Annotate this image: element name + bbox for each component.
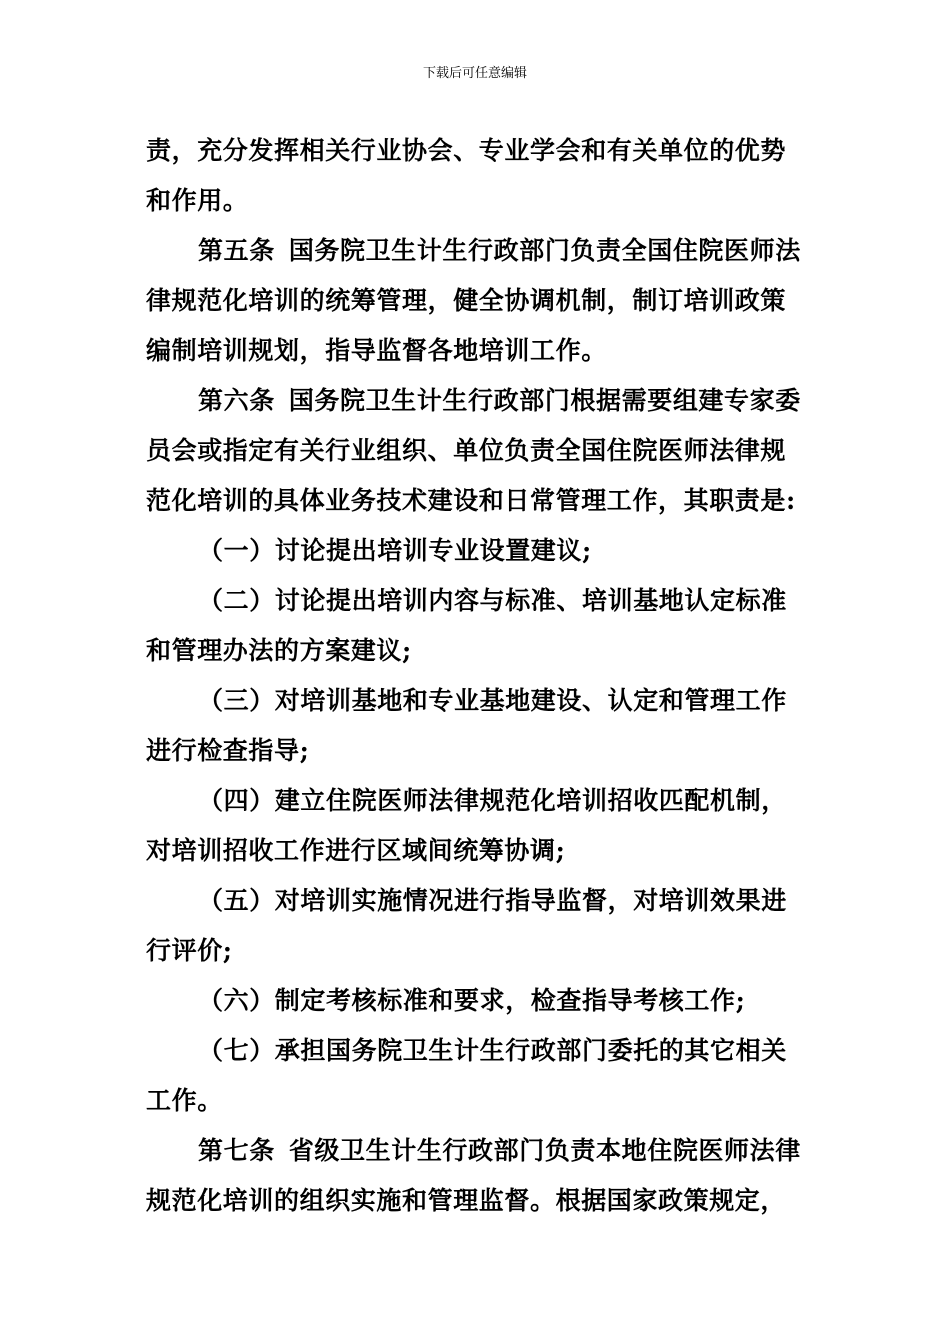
list-item-line: （二）讨论提出培训内容与标准、培训基地认定标准 <box>198 586 787 615</box>
list-item-line: （三）对培训基地和专业基地建设、认定和管理工作 <box>198 686 787 715</box>
text-line: 行评价; <box>146 936 233 965</box>
article-7-line: 第七条 省级卫生计生行政部门负责本地住院医师法律 <box>198 1136 801 1165</box>
article-6-line: 第六条 国务院卫生计生行政部门根据需要组建专家委 <box>198 386 801 415</box>
text-line: 编制培训规划，指导监督各地培训工作。 <box>146 336 607 365</box>
text-line: 责，充分发挥相关行业协会、专业学会和有关单位的优势 <box>146 136 787 165</box>
list-item-line: （六）制定考核标准和要求，检查指导考核工作; <box>198 986 746 1015</box>
text-line: 规范化培训的组织实施和管理监督。根据国家政策规定， <box>146 1186 787 1215</box>
article-5-line: 第五条 国务院卫生计生行政部门负责全国住院医师法 <box>198 236 801 265</box>
article-label: 第六条 <box>198 386 275 415</box>
text-line: 进行检查指导; <box>146 736 310 765</box>
article-label: 第七条 <box>198 1136 275 1165</box>
text-line: 和作用。 <box>146 186 249 215</box>
text-line: 对培训招收工作进行区域间统筹协调; <box>146 836 566 865</box>
document-body <box>146 126 808 1226</box>
page-header <box>0 64 950 84</box>
list-item-line: （一）讨论提出培训专业设置建议; <box>198 536 592 565</box>
text-line: 员会或指定有关行业组织、单位负责全国住院医师法律规 <box>146 436 787 465</box>
text-line: 和管理办法的方案建议; <box>146 636 412 665</box>
header-text: 下载后可任意编辑 <box>422 66 527 81</box>
list-item-line: （七）承担国务院卫生计生行政部门委托的其它相关 <box>198 1036 787 1065</box>
text-line: 律规范化培训的统筹管理，健全协调机制，制订培训政策 <box>146 286 787 315</box>
list-item-line: （四）建立住院医师法律规范化培训招收匹配机制， <box>198 786 787 815</box>
list-item-line: （五）对培训实施情况进行指导监督，对培训效果进 <box>198 886 787 915</box>
article-label: 第五条 <box>198 236 275 265</box>
text-line: 范化培训的具体业务技术建设和日常管理工作，其职责是: <box>146 486 796 515</box>
text-line: 工作。 <box>146 1086 223 1115</box>
